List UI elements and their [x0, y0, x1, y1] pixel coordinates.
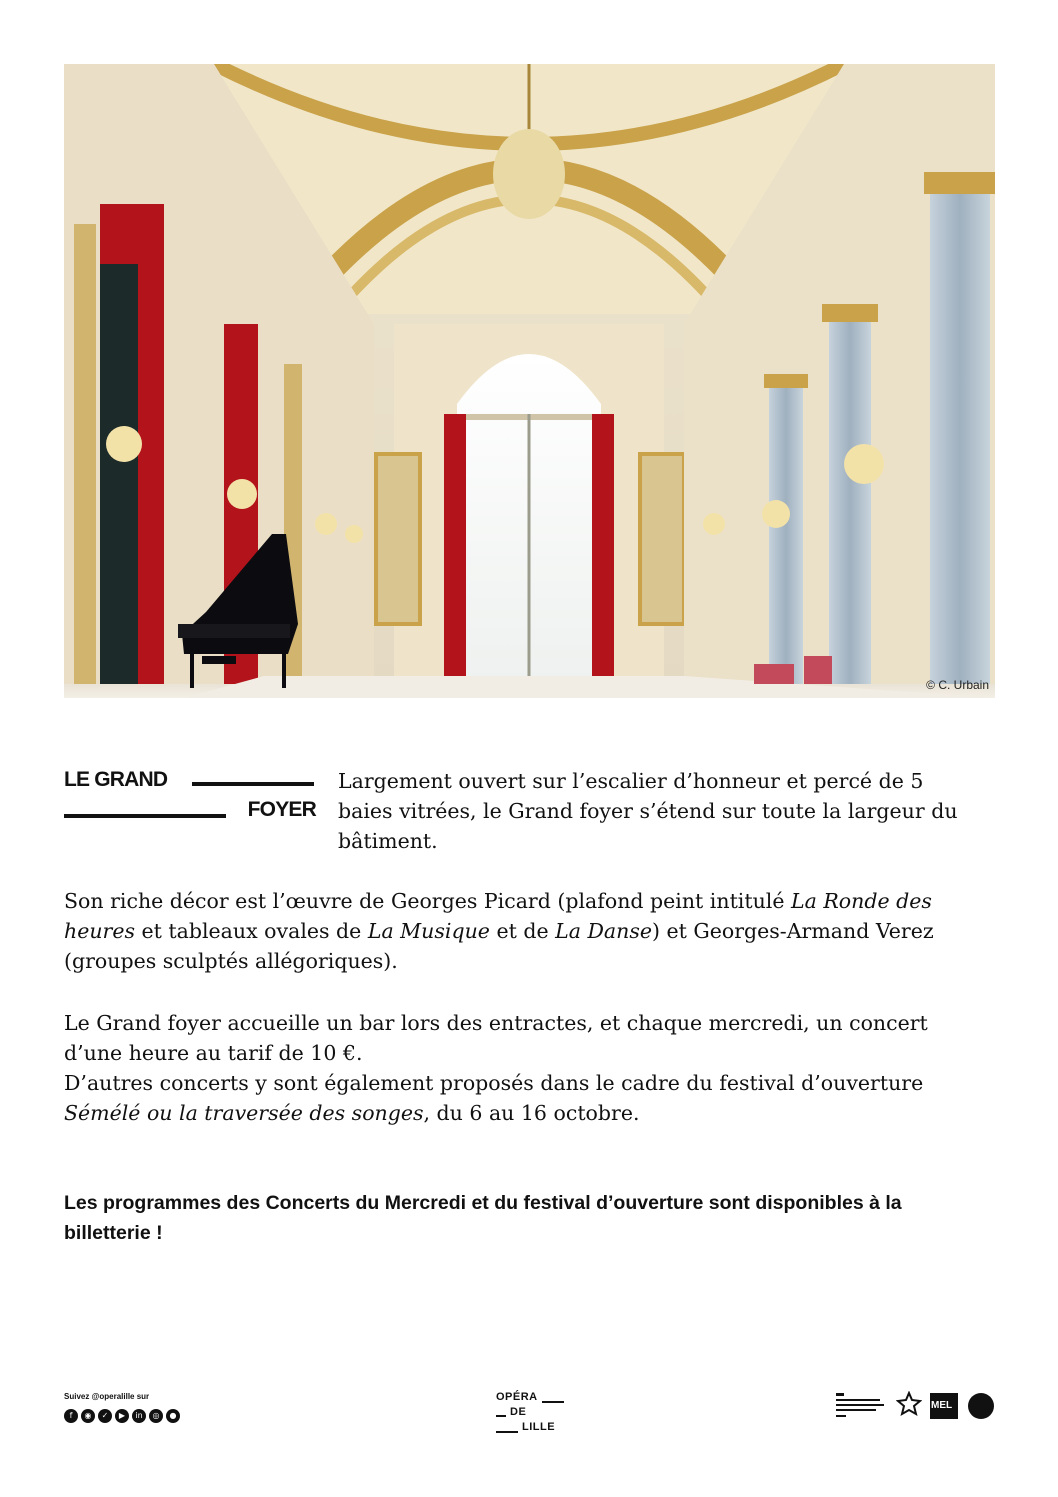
- partner-logos: [836, 1391, 996, 1427]
- region-logo: [896, 1391, 922, 1417]
- deezer-icon[interactable]: ◎: [149, 1409, 163, 1423]
- youtube-icon[interactable]: ▶: [115, 1409, 129, 1423]
- ministry-logo: [836, 1415, 846, 1417]
- opera-de-lille-logo: [496, 1391, 566, 1437]
- ministry-logo: [836, 1393, 844, 1396]
- ministry-logo: [836, 1404, 884, 1406]
- logo-rule: [496, 1415, 506, 1417]
- bar-paragraph: Le Grand foyer accueille un bar lors des entractes, et chaque mercredi, un concert d’une heure au tarif de 10 €.: [64, 1011, 928, 1065]
- decor-text: Son riche décor est l’œuvre de Georges Picard (plafond peint intitulé: [64, 889, 792, 913]
- grand-foyer-photo: [64, 64, 995, 698]
- festival-title: Sémélé ou la traversée des songes: [64, 1101, 424, 1125]
- twitter-icon[interactable]: ✓: [98, 1409, 112, 1423]
- heading-rule: [192, 782, 314, 786]
- heading-line-2: FOYER: [247, 798, 316, 821]
- logo-rule: [496, 1431, 518, 1433]
- heading-line-1: LE GRAND: [64, 768, 168, 791]
- linkedin-icon[interactable]: in: [132, 1409, 146, 1423]
- artwork-title: La Ronde des heures: [64, 889, 932, 943]
- decor-text: et de: [489, 919, 556, 943]
- follow-label: Suivez @operalille sur: [64, 1392, 150, 1401]
- section-heading: [64, 768, 316, 828]
- social-icons: [64, 1409, 180, 1423]
- spotify-icon[interactable]: ●: [166, 1409, 180, 1423]
- artwork-title: La Danse: [555, 919, 652, 943]
- intro-paragraph: Largement ouvert sur l’escalier d’honneur et percé de 5 baies vitrées, le Grand foyer s’étend sur toute la largeur du bâtiment.: [338, 769, 958, 853]
- ministry-logo: [836, 1399, 880, 1401]
- hero-photo: [64, 64, 995, 698]
- festival-paragraph: [64, 1068, 979, 1128]
- artwork-title: La Musique: [367, 919, 490, 943]
- instagram-icon[interactable]: ◉: [81, 1409, 95, 1423]
- logo-rule: [542, 1401, 564, 1403]
- festival-text: D’autres concerts y sont également proposés dans le cadre du festival d’ouverture: [64, 1071, 924, 1095]
- logo-line-3: LILLE: [522, 1421, 556, 1433]
- facebook-icon[interactable]: f: [64, 1409, 78, 1423]
- program-callout: Les programmes des Concerts du Mercredi et du festival d’ouverture sont disponibles à la billetterie !: [64, 1192, 902, 1244]
- ministry-logo: [836, 1409, 876, 1411]
- logo-line-2: DE: [510, 1406, 527, 1418]
- festival-text: , du 6 au 16 octobre.: [423, 1101, 640, 1125]
- decor-paragraph: [64, 886, 979, 976]
- lille-city-logo: [968, 1393, 994, 1419]
- decor-text: et tableaux ovales de: [135, 919, 368, 943]
- decor-text: ) et Georges-Armand Verez (groupes sculptés allégoriques).: [64, 919, 934, 973]
- photo-credit: © C. Urbain: [926, 678, 989, 692]
- logo-line-1: OPÉRA: [496, 1391, 538, 1403]
- mel-logo-text: MEL: [931, 1400, 953, 1411]
- heading-rule: [64, 814, 226, 818]
